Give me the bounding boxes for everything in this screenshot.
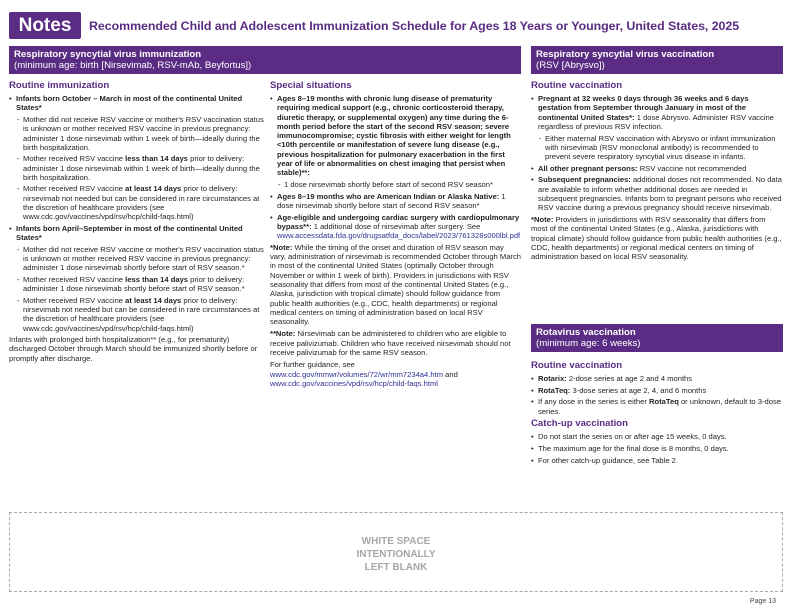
list-item: - 1 dose nirsevimab shortly before start of second RSV season* (270, 180, 521, 189)
list-item: - Either maternal RSV vaccination with Abrysvo or infant immunization with nirsevimab (RSV monoclonal antibody) is recommended to prevent severe respiratory syncytial virus disease in infants. (531, 134, 783, 162)
rsv-vaccination-column (531, 80, 783, 264)
rsv-vaccination-heading (531, 46, 783, 74)
list-item: - Mother received RSV vaccine at least 14 days prior to delivery: nirsevimab not needed but can be considered in rare circumstances at the discretion of healthcare providers (see www.cdc.gov/vaccines/vpd/rsv/hcp/child-faqs.html) (9, 184, 264, 221)
list-item: • Ages 8–19 months who are American Indian or Alaska Native: 1 dose nirsevimab shortly before start of second RSV season* (270, 192, 521, 211)
page-title: Recommended Child and Adolescent Immunization Schedule for Ages 18 Years or Younger, United States, 2025 (89, 18, 740, 33)
rotavirus-heading (531, 324, 783, 352)
rsv-immunization-min-age: (minimum age: birth [Nirsevimab, RSV-mAb, Beyfortus]) (14, 60, 252, 71)
list-item: • Infants born April–September in most of the continental United States* (9, 224, 264, 243)
rsv-routine-column (9, 80, 264, 366)
list-item: • Ages 8–19 months with chronic lung disease of prematurity requiring medical support (e.g., chronic corticosteroid therapy, diuretic therapy, or supplemental oxygen) any time during the 6-month period before the start of the second RSV season; severe immunocompromise; cystic fibrosis with either weight for length <10th percentile or manifestation of severe lung disease (e.g., previous hospitalization for pulmonary exacerbation in the first year of life or abnormalities on chest imaging that persist when stable)**: (270, 94, 521, 178)
list-item: • Age-eligible and undergoing cardiac surgery with cardiopulmonary bypass**: 1 additional dose of nirsevimab after surgery. See www.accessdata.fda.gov/drugsatfda_docs/label/2023/761328s000lbl.pdf (270, 213, 521, 241)
list-item: - Mother did not receive RSV vaccine or mother's RSV vaccination status is unknown or mother received RSV vaccine in previous pregnancy: administer 1 dose nirsevimab shortly before start of RSV season.* (9, 245, 264, 273)
routine-immunization-title: Routine immunization (9, 80, 110, 91)
rotavirus-min-age: (minimum age: 6 weeks) (536, 338, 641, 349)
rotavirus-title: Rotavirus vaccination (536, 327, 636, 338)
list-item: • The maximum age for the final dose is 8 months, 0 days. (531, 444, 783, 453)
list-item: - Mother did not receive RSV vaccine or mother's RSV vaccination status is unknown or mother received RSV vaccine in previous pregnancy: administer 1 dose nirsevimab within 1 week of birth—ideally during the birth hospitalization. (9, 115, 264, 152)
further-guidance: For further guidance, see www.cdc.gov/mmwr/volumes/72/wr/mm7234a4.htm and www.cdc.gov/vaccines/vpd/rsv/hcp/child-faqs.html (270, 360, 458, 388)
palivizumab-note: **Note: Nirsevimab can be administered to children who are eligible to receive palivizumab. Children who have received nirsevimab should not receive palivizumab for the same RSV season. (270, 329, 511, 358)
rsv-immunization-title: Respiratory syncytial virus immunization (14, 49, 202, 60)
cdc-faqs-link[interactable]: www.cdc.gov/vaccines/vpd/rsv/hcp/child-faqs.html (270, 378, 438, 388)
list-item: - Mother received RSV vaccine less than 14 days prior to delivery: administer 1 dose nirsevimab shortly before start of RSV season.* (9, 275, 264, 294)
list-item: • Pregnant at 32 weeks 0 days through 36 weeks and 6 days gestation from September through January in most of the continental United States*: 1 dose Abrysvo. Administer RSV vaccine regardless of previous RSV infection. (531, 94, 783, 131)
blank-line-2: INTENTIONALLY (356, 549, 436, 560)
list-item: • RotaTeq: 3-dose series at age 2, 4, and 6 months (531, 386, 783, 395)
rsv-immunization-heading (9, 46, 521, 74)
list-item: • For other catch-up guidance, see Table 2. (531, 456, 783, 465)
list-item: • If any dose in the series is either RotaTeq or unknown, default to 3-dose series. (531, 397, 783, 416)
list-item: • Subsequent pregnancies: additional doses not recommended. No data are available to inform whether additional doses are needed in subsequent pregnancies. Infants born to pregnant persons who received RSV vaccine during a previous pregnancy should receive nirsevimab. (531, 175, 783, 212)
rsv-routine-vaccination-title: Routine vaccination (531, 80, 623, 91)
list-item: - Mother received RSV vaccine at least 14 days prior to delivery: nirsevimab not needed but can be considered in rare circumstances at the discretion of healthcare providers (see www.cdc.gov/vaccines/vpd/rsv/hcp/child-faqs.html) (9, 296, 264, 333)
special-situations-title: Special situations (270, 80, 352, 91)
prolonged-hospitalization-note: Infants with prolonged birth hospitalization** (e.g., for prematurity) discharged October through March should be immunized shortly before or promptly after discharge. (9, 335, 258, 363)
list-item: - Mother received RSV vaccine less than 14 days prior to delivery: administer 1 dose nirsevimab within 1 week of birth—ideally during the birth hospitalization. (9, 154, 264, 182)
blank-line-3: LEFT BLANK (364, 562, 428, 573)
list-item: • All other pregnant persons: RSV vaccine not recommended (531, 164, 783, 173)
fda-label-link[interactable]: www.accessdata.fda.gov/drugsatfda_docs/label/2023/761328s000lbl.pdf (277, 231, 521, 241)
catchup-title: Catch-up vaccination (531, 418, 629, 430)
rotavirus-routine-title: Routine vaccination (531, 360, 623, 371)
notes-tab: Notes (9, 12, 81, 39)
rsv-vaccination-title: Respiratory syncytial virus vaccination (536, 49, 715, 60)
rsv-special-column (270, 80, 521, 391)
timing-note: *Note: While the timing of the onset and duration of RSV season may vary, administration of nirsevimab is recommended October through March in most of the continental United States (optimally October through November or within 1 week of birth). Providers in jurisdictions with RSV seasonality that differs from most of the continental United States (e.g., Alaska, jurisdiction with tropical climate) should follow guidance from public health authorities (e.g., CDC, health departments) or regional medical centers on timing of administration based on local RSV seasonality. (270, 242, 521, 327)
mmwr-link[interactable]: www.cdc.gov/mmwr/volumes/72/wr/mm7234a4.htm (270, 369, 444, 379)
list-item: • Do not start the series on or after age 15 weeks, 0 days. (531, 432, 783, 441)
page-number: Page 13 (749, 598, 776, 605)
rsv-vaccination-product: (RSV [Abrysvo]) (536, 60, 605, 71)
rsv-vaccination-note: *Note: Providers in jurisdictions with RSV seasonality that differs from most of the continental United States (e.g., Alaska, jurisdictions with tropical climate) should follow guidance from public health authorities (e.g., CDC, health departments) or regional medical centers on timing of administration based on local RSV seasonality. (531, 214, 782, 262)
list-item: • Infants born October – March in most of the continental United States* (9, 94, 264, 113)
page-header (9, 11, 784, 40)
rotavirus-column (531, 360, 783, 467)
blank-space-label (330, 535, 462, 574)
list-item: • Rotarix: 2-dose series at age 2 and 4 months (531, 374, 783, 383)
blank-line-1: WHITE SPACE (361, 536, 431, 547)
